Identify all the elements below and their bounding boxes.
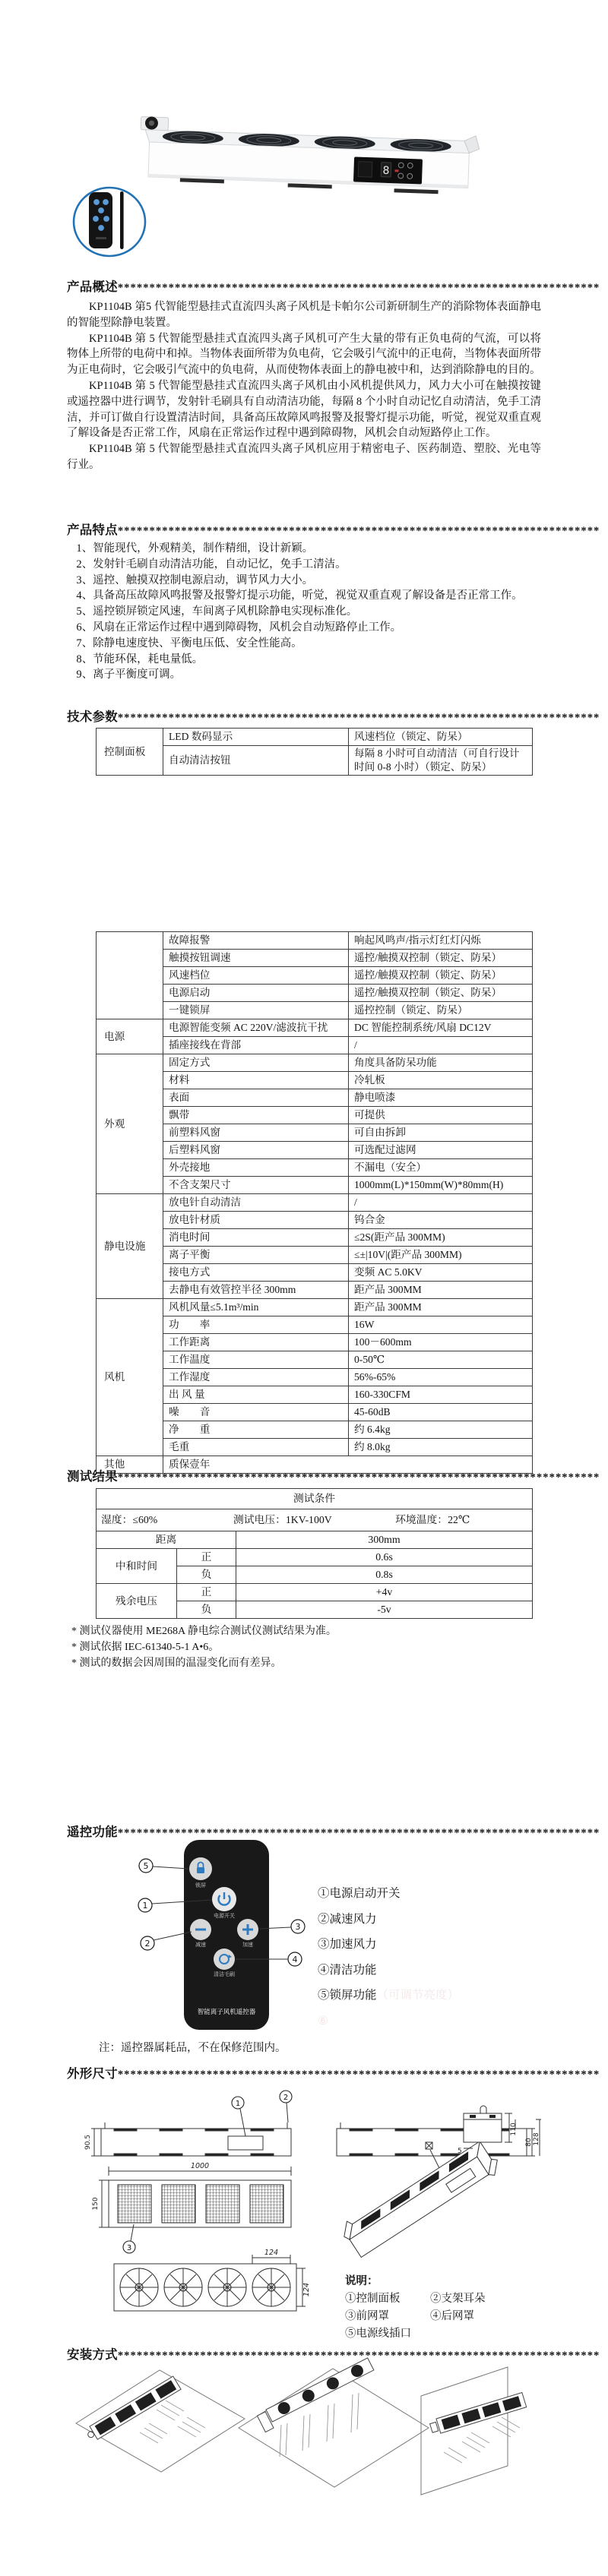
spec-name-cell: 出 风 量 xyxy=(163,1386,349,1404)
section-test xyxy=(67,1466,600,1671)
test-note: * 测试仪器使用 ME268A 静电综合测试仪测试结果为准。 xyxy=(71,1626,337,1637)
plus-label: 加速 xyxy=(242,1942,253,1948)
overview-paragraph: KP1104B 第5 代智能型悬挂式直流四头离子风机是卡帕尔公司新研制生产的消除物体表面静电的智能型除静电装置。 xyxy=(67,301,541,329)
spec-name-cell: 噪 音 xyxy=(163,1404,349,1421)
spec-name-cell: 工作距离 xyxy=(163,1334,349,1351)
spec-value-cell: 钨合金 xyxy=(349,1212,533,1229)
spec-name-cell: 后塑料风窗 xyxy=(163,1142,349,1159)
title-stars: **************************************************************************** xyxy=(117,712,600,724)
spec-value-cell: 遥控控制（锁定、防呆） xyxy=(349,1002,533,1019)
spec-name-cell: 飘带 xyxy=(163,1107,349,1124)
spec-group-cell xyxy=(97,932,163,1019)
spec-value-cell: 冷轧板 xyxy=(349,1072,533,1089)
dim-body-height: 80 xyxy=(525,2138,533,2147)
spec-value-cell: DC 智能控制系统/风扇 DC12V xyxy=(349,1019,533,1037)
remote-legend xyxy=(318,1881,459,2034)
feature-item: 4、具备高压故障风鸣报警及报警灯提示功能，听觉，视觉双重直观了解设备是否正常工作。 xyxy=(76,589,523,602)
spec-table-part1 xyxy=(96,728,533,776)
thumb-button xyxy=(103,199,109,205)
svg-text:5: 5 xyxy=(143,1861,149,1871)
section-title: 遥控功能**************************************************************************** xyxy=(67,1825,600,1839)
remote-brand: 智能离子风机遥控器 xyxy=(197,2008,256,2015)
spec-value-cell: 0-50℃ xyxy=(349,1351,533,1369)
installation-drawing-3 xyxy=(421,2367,527,2495)
section-install xyxy=(67,2344,600,2511)
legend-item: ②减速风力 xyxy=(318,1912,377,1926)
callout-2 xyxy=(280,2091,292,2122)
legend-item: ⑤电源线插口 xyxy=(345,2328,411,2340)
thumb-button xyxy=(98,207,104,213)
distance-value-cell: 300mm xyxy=(236,1531,533,1549)
title-stars: **************************************************************************** xyxy=(117,1471,600,1484)
spec-value-cell: 变频 AC 5.0KV xyxy=(349,1264,533,1282)
svg-text:1: 1 xyxy=(142,1901,148,1911)
distance-label-cell: 距离 xyxy=(97,1531,236,1549)
spec-value-cell: 静电喷漆 xyxy=(349,1089,533,1107)
spec-value-cell: 可自由拆卸 xyxy=(349,1124,533,1142)
spec-value-cell: 56%-65% xyxy=(349,1369,533,1386)
value-cell: 0.6s xyxy=(236,1549,533,1566)
spec-value-cell: 不漏电（安全） xyxy=(349,1159,533,1177)
power-label: 电源开关 xyxy=(214,1913,235,1919)
sign-cell: 负 xyxy=(177,1601,236,1619)
spec-value-cell: 约 8.0kg xyxy=(349,1439,533,1456)
spec-name-cell: 材料 xyxy=(163,1072,349,1089)
spec-group-cell: 电源 xyxy=(97,1019,163,1054)
spec-value-cell: 遥控/触摸双控制（锁定、防呆） xyxy=(349,967,533,985)
spec-name-cell: 质保壹年 xyxy=(163,1456,533,1474)
spec-group-cell: 外观 xyxy=(97,1054,163,1194)
dim-total-height: 128 xyxy=(533,2132,540,2146)
legend-item: ③加速风力 xyxy=(318,1938,377,1951)
fan-circle xyxy=(208,2268,246,2306)
title-stars: **************************************************************************** xyxy=(117,525,600,537)
fan-circle xyxy=(252,2268,290,2306)
section-title: 产品特点**************************************************************************** xyxy=(67,523,600,537)
installation-drawings xyxy=(67,2363,541,2499)
antenna-stick xyxy=(120,191,124,249)
fan-circle xyxy=(120,2268,158,2306)
value-cell: -5v xyxy=(236,1601,533,1619)
minus-label: 减速 xyxy=(195,1942,206,1948)
speed-digit: 8 xyxy=(382,164,390,177)
feature-item: 7、除静电速度快、平衡电压低、安全性能高。 xyxy=(76,637,302,650)
spec-value-cell: 约 6.4kg xyxy=(349,1421,533,1439)
spec-value-cell: 可提供 xyxy=(349,1107,533,1124)
section-title: 测试结果**************************************************************************** xyxy=(67,1469,600,1484)
spec-group-cell: 控制面板 xyxy=(97,729,163,776)
svg-text:4: 4 xyxy=(292,1955,298,1964)
spec-value-cell: 45-60dB xyxy=(349,1404,533,1421)
legend-item: ①控制面板 xyxy=(345,2293,401,2305)
spec-name-cell: 不含支架尺寸 xyxy=(163,1177,349,1194)
test-header-cell: 测试条件 xyxy=(97,1489,533,1509)
front-view xyxy=(84,2091,292,2156)
section-title: 安装方式**************************************************************************** xyxy=(67,2347,600,2362)
test-result-table xyxy=(96,1488,533,1619)
thumb-button xyxy=(98,225,104,231)
installation-drawing-1 xyxy=(76,2370,245,2472)
spec-name-cell: 电源智能变频 AC 220V/滤波抗干扰 xyxy=(163,1019,349,1037)
spec-name-cell: 风机风量≤5.1m³/min xyxy=(163,1299,349,1316)
spec-name-cell: 自动清洁按钮 xyxy=(163,746,349,776)
spec-value-cell: ≤2S(距产品 300MM) xyxy=(349,1229,533,1247)
product-photo-area xyxy=(0,0,608,273)
spec-name-cell: 放电针自动清洁 xyxy=(163,1194,349,1212)
spec-value-cell: 距产品 300MM xyxy=(349,1282,533,1299)
section-remote xyxy=(67,1822,600,2072)
spec-name-cell: 表面 xyxy=(163,1089,349,1107)
legend-item: ⑤锁屏功能（可调节亮度） xyxy=(318,1989,460,2002)
clean-button xyxy=(214,1949,235,1977)
dim-bracket-width: 110 xyxy=(510,2122,518,2136)
test-temperature: 环境温度：22℃ xyxy=(395,1514,470,1525)
test-group-cell: 中和时间 xyxy=(97,1549,177,1584)
sign-cell: 正 xyxy=(177,1584,236,1601)
spec-value-cell: 响起风鸣声/指示灯红灯闪烁 xyxy=(349,932,533,950)
test-group-cell: 残余电压 xyxy=(97,1584,177,1619)
title-stars: **************************************************************************** xyxy=(117,2350,600,2362)
spec-name-cell: 一键锁屏 xyxy=(163,1002,349,1019)
spec-group-cell: 其他 xyxy=(97,1456,163,1474)
overview-paragraph: KP1104B 第 5 代智能型悬挂式直流四头离子风机可产生大量的带有正负电荷的气流，可以将物体上所带的电荷中和掉。当物体表面所带为负电荷，它会吸引气流中的正电荷，当物体表面所带为正电荷时，它会吸引气流中的负电荷，从而使物体表面上的静电被中和，达到消除静电的目的。 xyxy=(67,332,541,377)
section-features xyxy=(67,520,600,683)
thumb-button xyxy=(103,216,109,222)
spec-value-cell: 可选配过滤网 xyxy=(349,1142,533,1159)
control-panel xyxy=(353,156,423,184)
callout-3 xyxy=(123,2224,135,2253)
feature-item: 9、离子平衡度可调。 xyxy=(76,668,182,681)
spec-table-part2 xyxy=(96,931,533,1474)
sign-cell: 负 xyxy=(177,1566,236,1584)
spec-name-cell: 去静电有效管控半径 300mm xyxy=(163,1282,349,1299)
section-tech xyxy=(67,706,600,776)
section-dimensions xyxy=(67,2063,600,2341)
dim-fan-height: 124 xyxy=(302,2282,311,2297)
svg-text:1: 1 xyxy=(235,2100,241,2108)
spec-name-cell: 外壳接地 xyxy=(163,1159,349,1177)
test-humidity: 湿度：≤60% xyxy=(101,1514,158,1525)
power-button xyxy=(212,1887,236,1919)
ghost-number: ⑥ xyxy=(318,2014,328,2028)
spec-name-cell: 消电时间 xyxy=(163,1229,349,1247)
title-stars: **************************************************************************** xyxy=(117,2069,600,2081)
remote-note: 注：遥控器属耗品，不在保修范围内。 xyxy=(99,2042,287,2054)
spec-value-cell: 160-330CFM xyxy=(349,1386,533,1404)
section-title: 外形尺寸**************************************************************************** xyxy=(67,2066,600,2081)
dim-fan-width: 124 xyxy=(264,2249,279,2257)
spec-value-cell: 遥控/触摸双控制（锁定、防呆） xyxy=(349,950,533,967)
dim-length: 1000 xyxy=(190,2162,210,2170)
spec-name-cell: 前塑料风窗 xyxy=(163,1124,349,1142)
spec-name-cell: 离子平衡 xyxy=(163,1247,349,1264)
spec-name-cell: 功 率 xyxy=(163,1316,349,1334)
section-title: 技术参数**************************************************************************** xyxy=(67,710,600,724)
sign-cell: 正 xyxy=(177,1549,236,1566)
spec-name-cell: LED 数码显示 xyxy=(163,729,349,746)
dimension-legend xyxy=(345,2273,515,2343)
overview-paragraph: KP1104B 第 5 代智能型悬挂式直流四头离子风机由小风机提供风力，风力大小可在触摸按键或遥控器中进行调节，发射针毛刷具有自动清洁功能，每隔 8 个小时自动记忆自动清洁，免手工清洁，并可订做自行设置清洁时间，具备高压故障风鸣报警及报警灯提示功能，听觉，视觉双重直观了解设备是否正常工作，风扇在正常运作过程中遇到障碍物，风机会自动短路停止工作。 xyxy=(67,379,541,440)
title-stars: **************************************************************************** xyxy=(117,282,600,294)
legend-item: ④后网罩 xyxy=(430,2310,474,2322)
spec-value-cell: 角度具备防呆功能 xyxy=(349,1054,533,1072)
clean-label: 清洁毛刷 xyxy=(214,1971,235,1977)
ghost-text: （可调节亮度） xyxy=(376,1989,460,2002)
installation-drawing-2 xyxy=(239,2358,429,2487)
dim-depth: 150 xyxy=(92,2197,100,2211)
section-title: 产品概述**************************************************************************** xyxy=(67,280,600,294)
legend-item: ④清洁功能 xyxy=(318,1963,377,1977)
remote-thumbnail xyxy=(71,185,149,261)
spec-name-cell: 放电针材质 xyxy=(163,1212,349,1229)
spec-name-cell: 固定方式 xyxy=(163,1054,349,1072)
overview-paragraph: KP1104B 第 5 代智能型悬挂式直流四头离子风机应用于精密电子、医药制造、塑胶、光电等行业。 xyxy=(67,443,541,471)
spec-value-cell: / xyxy=(349,1037,533,1054)
spec-group-cell: 静电设施 xyxy=(97,1194,163,1299)
test-conditions-cell xyxy=(97,1509,533,1531)
ionizer-bar-image xyxy=(128,112,482,213)
feature-item: 3、遥控、触摸双控制电源启动，调节风力大小。 xyxy=(76,574,314,586)
thumb-button xyxy=(93,216,99,222)
spec-value-cell: 距产品 300MM xyxy=(349,1299,533,1316)
legend-item: ①电源启动开关 xyxy=(318,1887,401,1900)
spec-name-cell: 接电方式 xyxy=(163,1264,349,1282)
test-note: * 测试依据 IEC-61340-5-1 A•6。 xyxy=(71,1642,220,1653)
feature-item: 8、节能环保，耗电量低。 xyxy=(76,653,204,665)
svg-text:3: 3 xyxy=(126,2244,132,2252)
callout-2 xyxy=(141,1932,192,1950)
spec-name-cell: 电源启动 xyxy=(163,985,349,1002)
spec-name-cell: 毛重 xyxy=(163,1439,349,1456)
spec-name-cell: 风速档位 xyxy=(163,967,349,985)
spec-value-cell: 每隔 8 小时可自动清洁（可自行设计时间 0-8 小时）（锁定、防呆） xyxy=(349,746,533,776)
title-stars: **************************************************************************** xyxy=(117,1827,600,1839)
svg-text:2: 2 xyxy=(283,2094,289,2102)
spec-name-cell: 插座接线在背部 xyxy=(163,1037,349,1054)
value-cell: 0.8s xyxy=(236,1566,533,1584)
lock-label: 锁屏 xyxy=(195,1882,206,1889)
spec-value-cell: 16W xyxy=(349,1316,533,1334)
legend-title: 说明： xyxy=(345,2275,378,2287)
fan-circle xyxy=(164,2268,202,2306)
feature-item: 1、智能现代，外观精美，制作精细，设计新颖。 xyxy=(76,542,314,555)
dim-plate-thickness: 5 xyxy=(458,2148,462,2155)
spec-value-cell: 遥控/触摸双控制（锁定、防呆） xyxy=(349,985,533,1002)
spec-name-cell: 故障报警 xyxy=(163,932,349,950)
dim-front-height: 90.5 xyxy=(84,2134,92,2151)
spec-value-cell: 1000mm(L)*150mm(W)*80mm(H) xyxy=(349,1177,533,1194)
spec-name-cell: 工作温度 xyxy=(163,1351,349,1369)
test-note: * 测试的数据会因周围的温湿变化而有差异。 xyxy=(71,1658,282,1669)
spec-value-cell: ≤±|10V|(距产品 300MM) xyxy=(349,1247,533,1264)
spec-name-cell: 净 重 xyxy=(163,1421,349,1439)
thumb-button xyxy=(93,199,100,205)
section-tech-continued xyxy=(67,931,541,1474)
spec-value-cell: / xyxy=(349,1194,533,1212)
legend-item: ②支架耳朵 xyxy=(430,2293,486,2305)
feature-item: 5、遥控锁屏锁定风速，车间离子风机除静电实现标准化。 xyxy=(76,605,358,618)
section-overview xyxy=(67,277,600,473)
feature-item: 6、风扇在正常运作过程中遇到障碍物，风机会自动短路停止工作。 xyxy=(76,621,402,634)
test-voltage: 测试电压：1KV-100V xyxy=(233,1514,332,1525)
spec-name-cell: 触摸按钮调速 xyxy=(163,950,349,967)
svg-text:2: 2 xyxy=(144,1939,150,1949)
spec-value-cell: 风速档位（锁定、防呆） xyxy=(349,729,533,746)
spec-group-cell: 风机 xyxy=(97,1299,163,1456)
spec-value-cell: 100－600mm xyxy=(349,1334,533,1351)
remote-diagram xyxy=(67,1835,318,2034)
legend-item: ③前网罩 xyxy=(345,2310,389,2322)
spec-name-cell: 工作湿度 xyxy=(163,1369,349,1386)
bottom-view xyxy=(114,2249,311,2311)
callout-5 xyxy=(139,1859,188,1873)
value-cell: +4v xyxy=(236,1584,533,1601)
feature-item: 2、发射针毛刷自动清洁功能，自动记忆，免手工清洁。 xyxy=(76,558,347,571)
svg-text:3: 3 xyxy=(295,1922,301,1932)
